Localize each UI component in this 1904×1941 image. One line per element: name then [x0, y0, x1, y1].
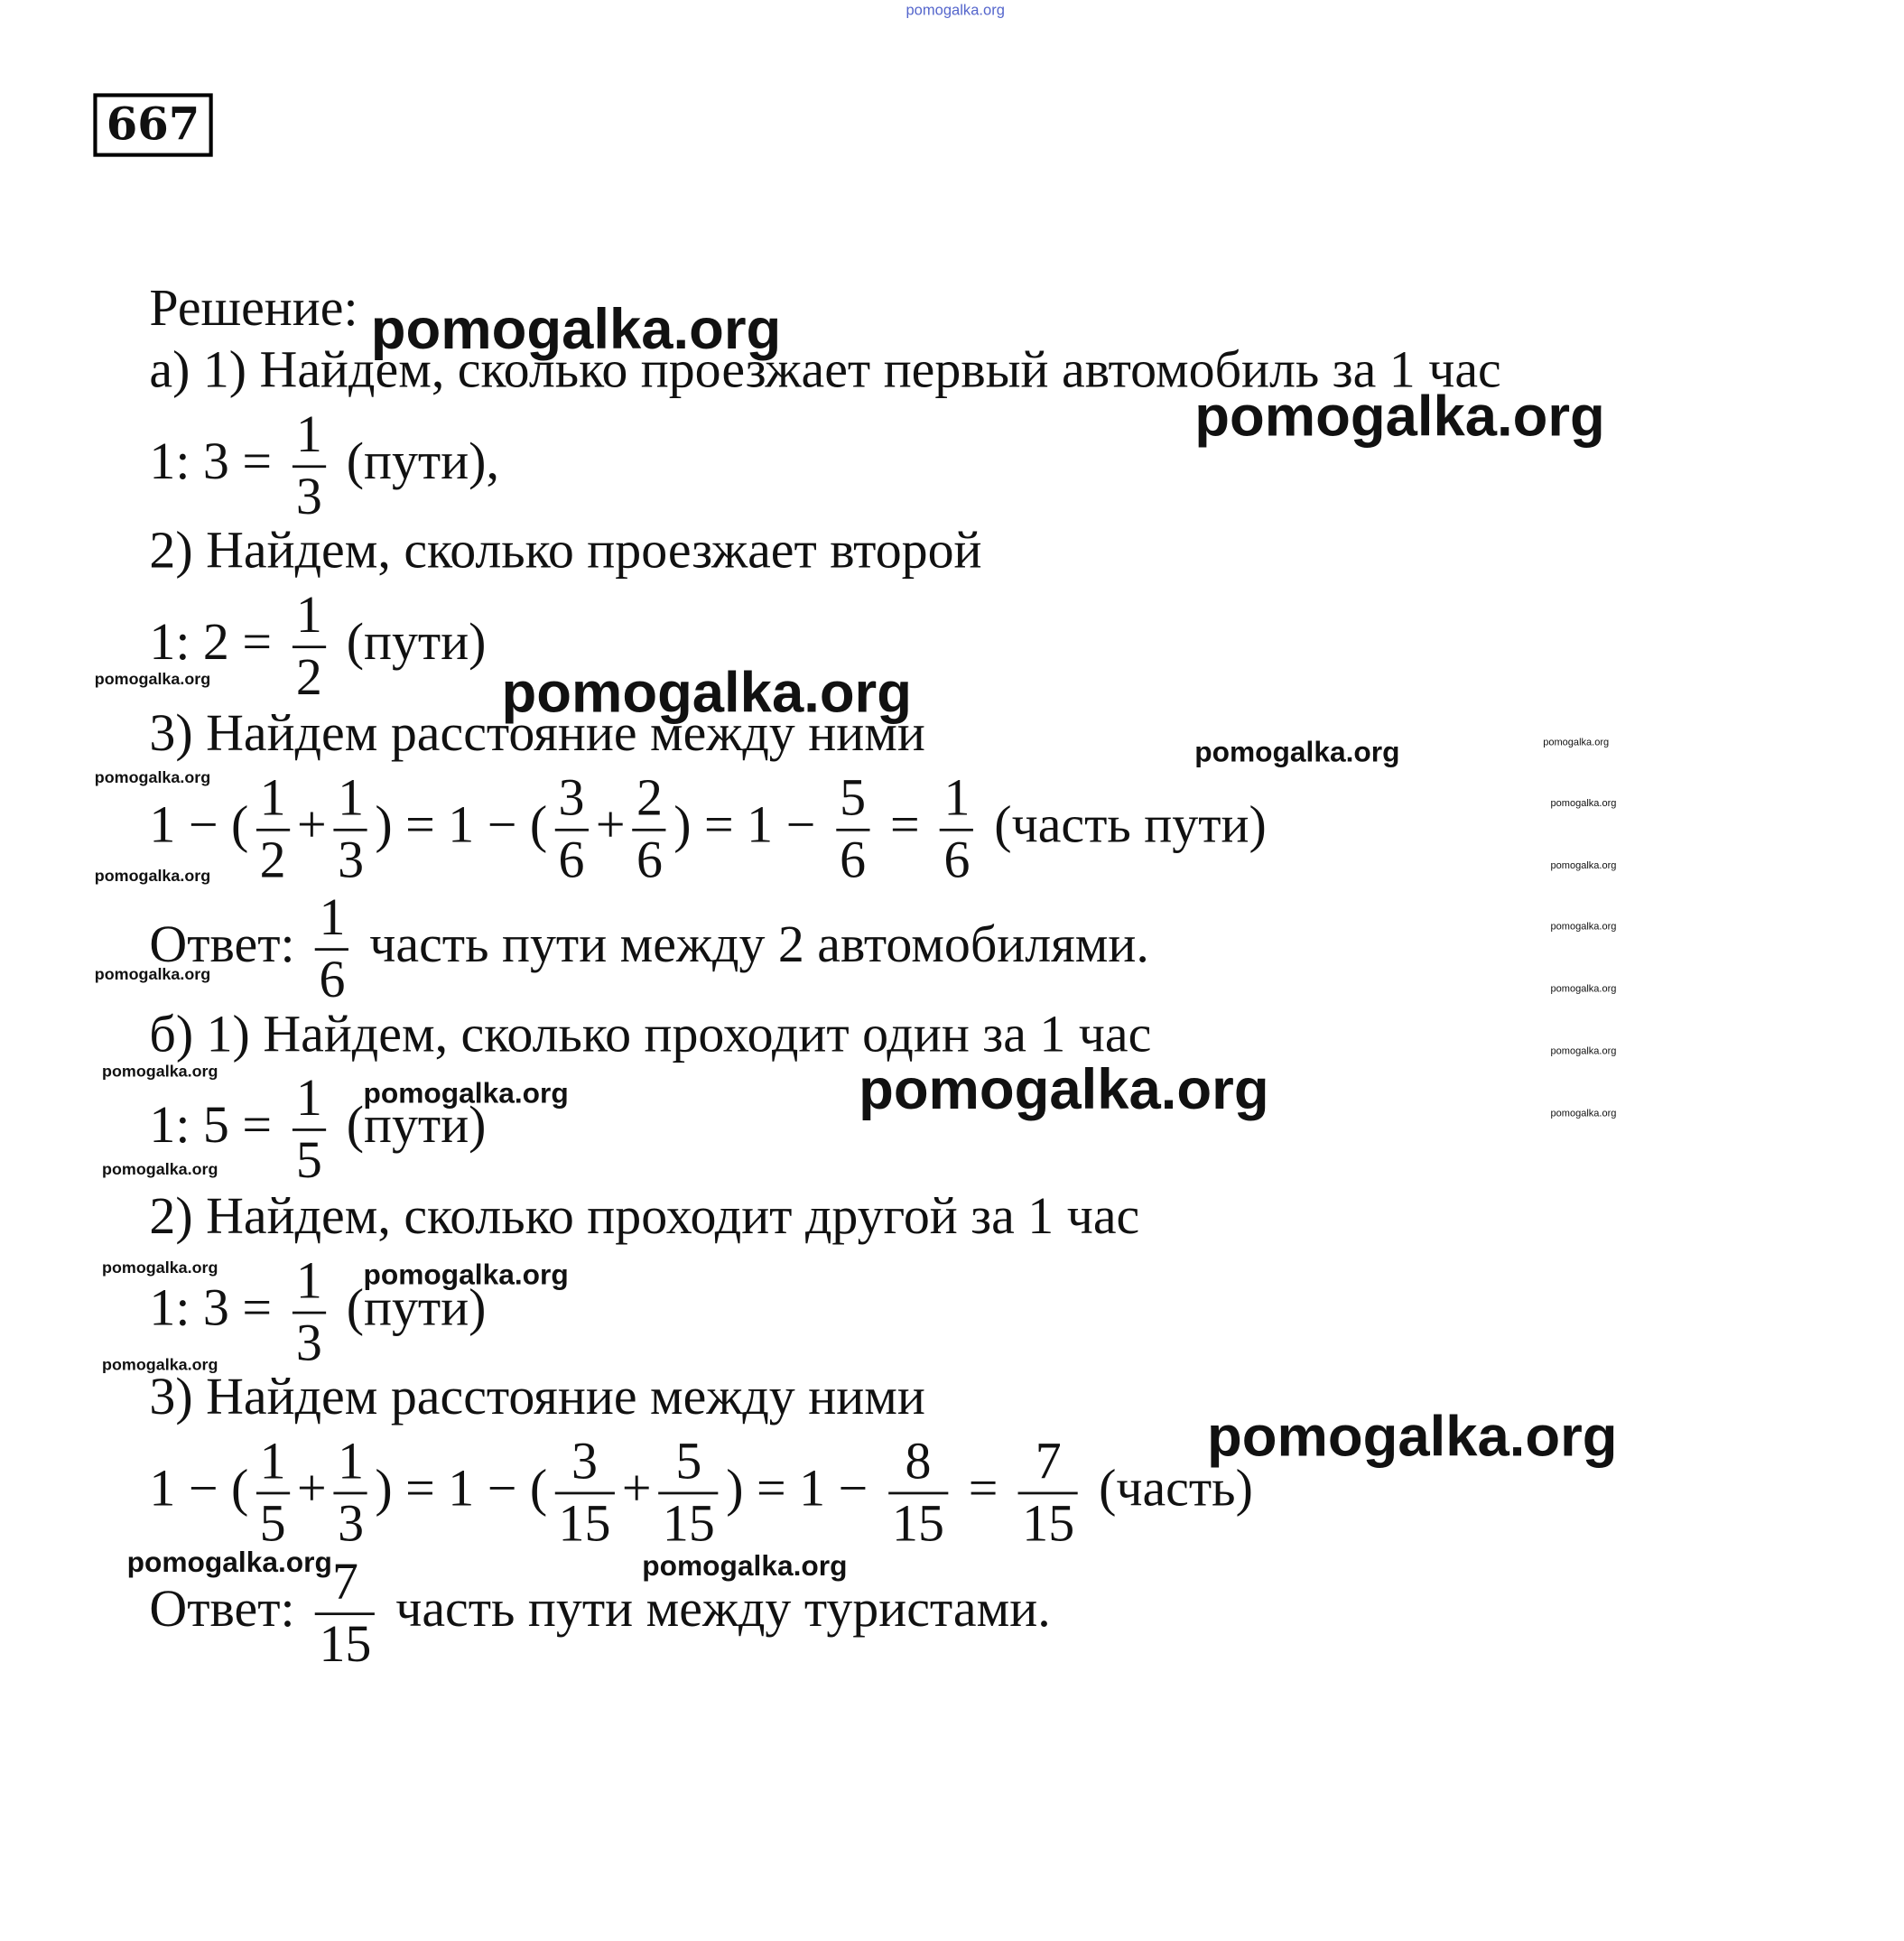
- fraction-denominator: 6: [319, 952, 346, 1009]
- text-segment: Ответ:: [149, 916, 309, 974]
- text-segment: (часть пути): [980, 797, 1267, 855]
- watermark: pomogalka.org: [1550, 1107, 1617, 1119]
- fraction-bar: [293, 1312, 326, 1314]
- fraction: [293, 1254, 326, 1371]
- watermark: pomogalka.org: [94, 866, 211, 886]
- text-segment: а) 1) Найдем, сколько проезжает первый автомобиль за 1 час: [149, 342, 1501, 400]
- fraction-denominator: 15: [558, 1495, 611, 1554]
- fraction-bar: [836, 829, 869, 831]
- text-segment: ) = 1 −: [726, 1460, 881, 1518]
- text-segment: 3) Найдем расстояние между ними: [149, 1369, 925, 1426]
- watermark: pomogalka.org: [1550, 797, 1617, 809]
- fraction-numerator: 1: [943, 770, 971, 828]
- fraction-bar: [554, 1492, 614, 1495]
- watermark-top[interactable]: pomogalka.org: [906, 1, 1005, 19]
- watermark: pomogalka.org: [1550, 1045, 1617, 1057]
- text-segment: ) = 1 − (: [375, 797, 548, 855]
- fraction-denominator: 6: [636, 832, 663, 890]
- fraction-denominator: 15: [1022, 1495, 1075, 1554]
- text-segment: (пути),: [333, 433, 499, 491]
- text-segment: +: [595, 797, 626, 855]
- watermark: pomogalka.org: [1194, 383, 1605, 449]
- fraction-numerator: 3: [558, 770, 585, 828]
- fraction-bar: [888, 1492, 948, 1495]
- line-b3-text: [149, 1371, 924, 1424]
- text-segment: б) 1) Найдем, сколько проходит один за 1 час: [149, 1007, 1152, 1064]
- watermark: pomogalka.org: [1550, 982, 1617, 995]
- fraction-numerator: 1: [295, 587, 322, 645]
- watermark: pomogalka.org: [1543, 737, 1610, 748]
- fraction-numerator: 8: [905, 1433, 932, 1491]
- watermark: pomogalka.org: [1550, 921, 1617, 933]
- fraction-denominator: 2: [259, 832, 286, 890]
- text-segment: 1 − (: [149, 1460, 249, 1518]
- watermark: pomogalka.org: [126, 1545, 332, 1578]
- watermark: pomogalka.org: [94, 964, 211, 983]
- text-segment: 1: 3 =: [149, 433, 285, 491]
- text-segment: ) = 1 −: [673, 797, 829, 855]
- fraction-bar: [1018, 1492, 1078, 1495]
- fraction-denominator: 5: [259, 1495, 286, 1554]
- answer-a: [149, 891, 1148, 1008]
- fraction-bar: [293, 466, 326, 469]
- text-segment: (пути): [333, 614, 487, 672]
- fraction: [293, 589, 326, 706]
- watermark: pomogalka.org: [501, 659, 912, 725]
- fraction-numerator: 1: [259, 770, 286, 828]
- fraction: [315, 891, 348, 1008]
- watermark: pomogalka.org: [102, 1061, 218, 1081]
- fraction-numerator: 1: [295, 1070, 322, 1128]
- text-segment: =: [955, 1460, 1011, 1518]
- text-segment: часть пути между туристами.: [382, 1581, 1051, 1639]
- text-segment: ) = 1 − (: [375, 1460, 548, 1518]
- fraction: [1018, 1435, 1078, 1552]
- text-segment: 3) Найдем расстояние между ними: [149, 705, 925, 763]
- line-a3-math: [149, 771, 1266, 888]
- fraction-denominator: 15: [892, 1495, 944, 1554]
- line-b3-math: [149, 1435, 1252, 1552]
- watermark: pomogalka.org: [642, 1549, 848, 1582]
- fraction-bar: [256, 1492, 290, 1495]
- text-segment: +: [621, 1460, 652, 1518]
- problem-number: 667: [93, 93, 212, 156]
- fraction-numerator: 1: [295, 1252, 322, 1311]
- text-segment: 1 − (: [149, 797, 249, 855]
- fraction-denominator: 3: [295, 1314, 322, 1373]
- fraction-numerator: 5: [840, 770, 867, 828]
- fraction-bar: [633, 829, 666, 831]
- fraction-denominator: 15: [662, 1495, 715, 1554]
- text-segment: 2) Найдем, сколько проходит другой за 1 час: [149, 1188, 1140, 1246]
- watermark: pomogalka.org: [94, 669, 211, 689]
- fraction-bar: [293, 645, 326, 648]
- watermark: pomogalka.org: [363, 1258, 569, 1291]
- fraction-numerator: 5: [675, 1433, 702, 1491]
- fraction-bar: [940, 829, 973, 831]
- line-b1-text: [149, 1009, 1151, 1062]
- fraction-numerator: 3: [571, 1433, 598, 1491]
- text-segment: часть пути между 2 автомобилями.: [356, 916, 1149, 974]
- watermark: pomogalka.org: [363, 1076, 569, 1110]
- line-a1-math: [149, 408, 499, 525]
- fraction-bar: [334, 1492, 367, 1495]
- fraction-bar: [293, 1128, 326, 1131]
- watermark: pomogalka.org: [1194, 735, 1400, 768]
- fraction-bar: [334, 829, 367, 831]
- watermark: pomogalka.org: [859, 1056, 1269, 1121]
- solution-heading: Решение:: [149, 280, 358, 338]
- fraction: [293, 1072, 326, 1189]
- fraction: [940, 771, 973, 888]
- watermark: pomogalka.org: [370, 296, 782, 361]
- watermark: pomogalka.org: [102, 1159, 218, 1179]
- fraction-denominator: 5: [295, 1132, 322, 1190]
- fraction-denominator: 6: [558, 832, 585, 890]
- fraction-bar: [256, 829, 290, 831]
- fraction-numerator: 1: [338, 770, 365, 828]
- fraction-denominator: 3: [295, 469, 322, 527]
- text-segment: 2) Найдем, сколько проезжает второй: [149, 522, 982, 580]
- fraction: [256, 1435, 290, 1552]
- fraction: [334, 1435, 367, 1552]
- fraction: [256, 771, 290, 888]
- fraction-numerator: 7: [1035, 1433, 1062, 1491]
- fraction-numerator: 1: [338, 1433, 365, 1491]
- text-segment: 1: 5 =: [149, 1097, 285, 1155]
- text-segment: 1: 3 =: [149, 1279, 285, 1338]
- text-segment: (часть): [1085, 1460, 1253, 1518]
- fraction: [836, 771, 869, 888]
- watermark: pomogalka.org: [1550, 859, 1617, 871]
- fraction-bar: [554, 829, 588, 831]
- fraction-bar: [315, 948, 348, 951]
- fraction-bar: [659, 1492, 719, 1495]
- fraction: [554, 771, 588, 888]
- fraction-denominator: 3: [338, 1495, 365, 1554]
- text-segment: =: [877, 797, 933, 855]
- fraction-numerator: 1: [319, 889, 346, 947]
- text-segment: +: [297, 1460, 327, 1518]
- fraction-numerator: 1: [295, 406, 322, 465]
- watermark: pomogalka.org: [102, 1355, 218, 1374]
- text-segment: (пути): [333, 1279, 487, 1338]
- fraction: [554, 1435, 614, 1552]
- fraction-numerator: 1: [259, 1433, 286, 1491]
- fraction-denominator: 6: [943, 832, 971, 890]
- text-segment: 1: 2 =: [149, 614, 285, 672]
- watermark: pomogalka.org: [102, 1258, 218, 1277]
- fraction: [293, 408, 326, 525]
- fraction: [633, 771, 666, 888]
- text-segment: Ответ:: [149, 1581, 309, 1639]
- fraction-denominator: 2: [295, 649, 322, 707]
- text-segment: (пути): [333, 1097, 487, 1155]
- fraction-denominator: 6: [840, 832, 867, 890]
- fraction-numerator: 7: [331, 1554, 358, 1611]
- line-a2-text: [149, 522, 982, 580]
- fraction-denominator: 15: [319, 1616, 372, 1674]
- fraction: [888, 1435, 948, 1552]
- watermark: pomogalka.org: [1207, 1403, 1618, 1469]
- fraction-denominator: 3: [338, 832, 365, 890]
- fraction-bar: [315, 1612, 375, 1615]
- fraction-numerator: 2: [636, 770, 663, 828]
- fraction: [659, 1435, 719, 1552]
- fraction: [334, 771, 367, 888]
- line-b2-text: [149, 1188, 1140, 1246]
- watermark: pomogalka.org: [94, 767, 211, 787]
- text-segment: +: [297, 797, 327, 855]
